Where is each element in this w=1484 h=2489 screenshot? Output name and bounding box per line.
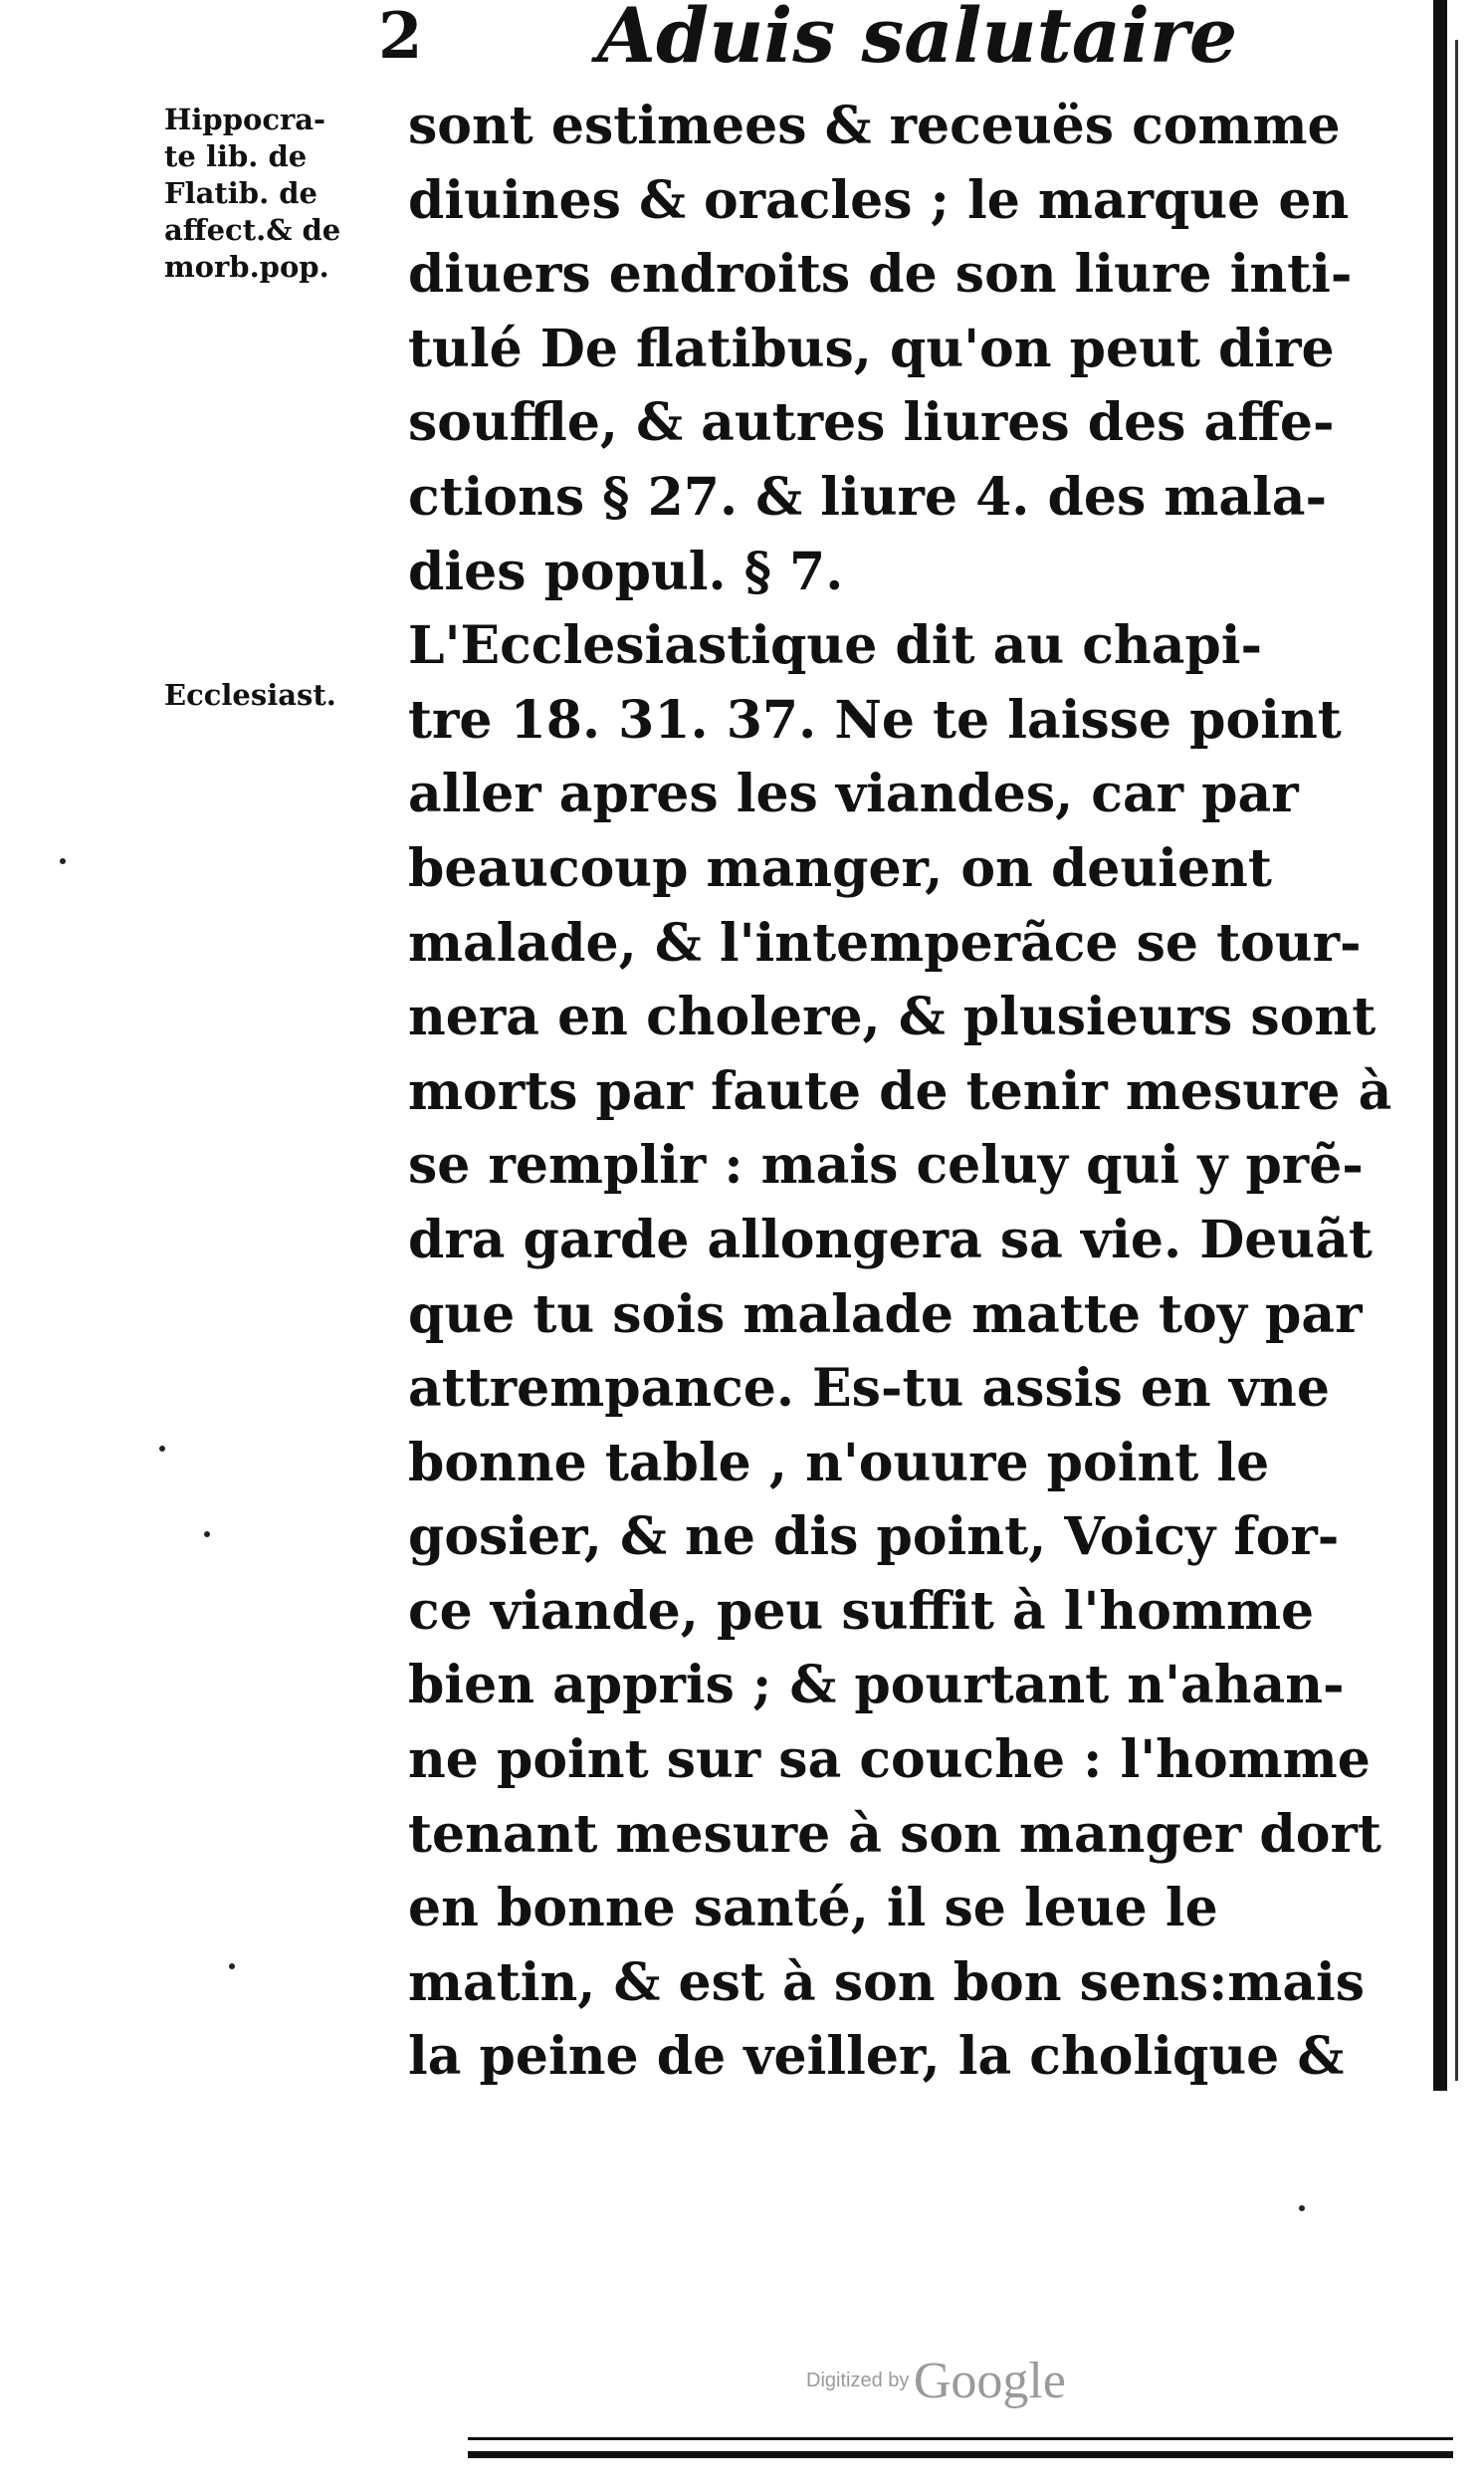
marginal-note-ecclesiast — [164, 677, 388, 714]
marginal-line: Hippocra- — [164, 103, 326, 136]
marginal-note-hippocrates — [164, 102, 388, 286]
text-line: bien appris ; & pourtant n'ahan- — [408, 1655, 1345, 1716]
text-line: L'Ecclesiastique dit au chapi- — [408, 615, 1263, 677]
text-line: diuines & oracles ; le marque en — [408, 169, 1350, 231]
text-line: diuers endroits de son liure inti- — [408, 244, 1353, 306]
text-line: bonne table , n'ouure point le — [408, 1432, 1270, 1493]
text-line: ne point sur sa couche : l'homme — [408, 1729, 1371, 1791]
text-line: gosier, & ne dis point, Voicy for- — [408, 1506, 1340, 1568]
text-line: aller apres les viandes, car par — [408, 764, 1299, 825]
page-number: 2 — [378, 0, 423, 74]
text-line: dies popul. § 7. — [408, 541, 844, 602]
page-edge-rule — [1433, 0, 1447, 2091]
text-line: matin, & est à son bon sens:mais — [408, 1951, 1366, 2013]
text-line: ce viande, peu suffit à l'homme — [408, 1580, 1315, 1642]
ink-speck — [1299, 2205, 1305, 2211]
ink-speck — [204, 1531, 210, 1537]
text-line: se remplir : mais celuy qui y prẽ- — [408, 1135, 1364, 1197]
text-line: en bonne santé, il se leue le — [408, 1878, 1218, 1939]
text-line: malade, & l'intemperãce se tour- — [408, 912, 1362, 974]
page-header — [0, 0, 1484, 80]
text-line: que tu sois malade matte toy par — [408, 1283, 1363, 1345]
text-line: souffle, & autres liures des affe- — [408, 392, 1335, 454]
text-line: tulé De flatibus, qu'on peut dire — [408, 318, 1335, 379]
marginal-line: te lib. de — [164, 139, 308, 173]
google-wordmark: Google — [913, 2353, 1066, 2409]
text-line: la peine de veiller, la cholique & — [408, 2026, 1345, 2088]
marginal-line: affect.& de — [164, 213, 341, 247]
digitized-watermark — [806, 2352, 1066, 2410]
text-line: tre 18. 31. 37. Ne te laisse point — [408, 689, 1342, 751]
text-line: ctions § 27. & liure 4. des mala- — [408, 466, 1328, 528]
bottom-rule-upper — [468, 2437, 1453, 2440]
text-line: nera en cholere, & plusieurs sont — [408, 987, 1377, 1048]
ink-speck — [60, 858, 66, 864]
bottom-rule-lower — [468, 2451, 1453, 2458]
ink-speck — [229, 1963, 235, 1969]
digitized-prefix: Digitized by — [806, 2370, 910, 2391]
text-line: tenant mesure à son manger dort — [408, 1803, 1381, 1865]
text-line: beaucoup manger, on deuient — [408, 837, 1272, 899]
running-title: Aduis salutaire — [597, 0, 1238, 80]
page-edge-rule-thin — [1455, 40, 1458, 2081]
marginal-line: Flatib. de — [164, 176, 318, 210]
marginal-line: Ecclesiast. — [164, 678, 336, 712]
ink-speck — [159, 1446, 165, 1452]
text-line: dra garde allongera sa vie. Deuãt — [408, 1209, 1373, 1270]
text-line: sont estimees & receuës comme — [408, 96, 1341, 156]
marginal-line: morb.pop. — [164, 250, 329, 284]
text-line: morts par faute de tenir mesure à — [408, 1060, 1392, 1122]
text-line: attrempance. Es-tu assis en vne — [408, 1358, 1330, 1420]
body-text — [408, 90, 1392, 2095]
